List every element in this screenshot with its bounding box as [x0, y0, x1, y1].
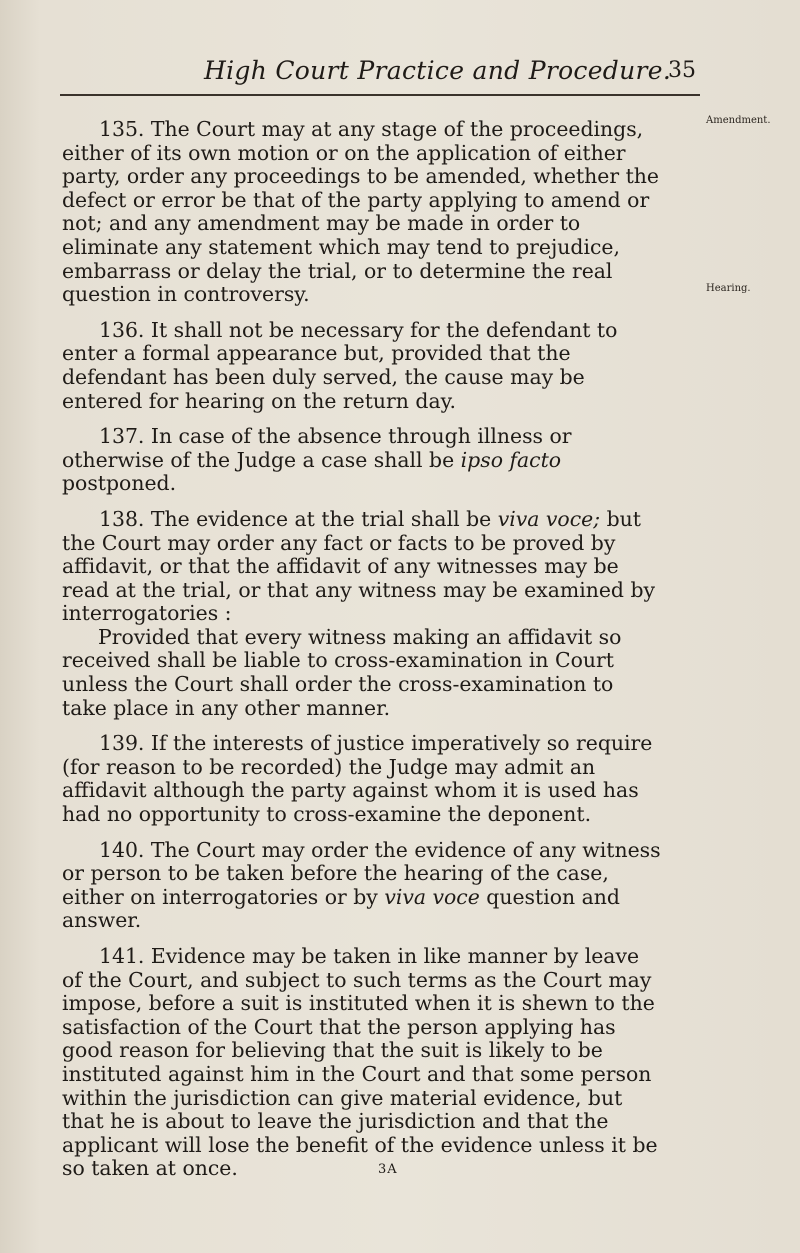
- section-number: 137.: [99, 424, 145, 449]
- section-text: The Court may at any stage of the proceedings, either of its own motion or on the application of either party, order any proceedings to be amended, whether the defect or error be that of the party applying to amend or not; and any amendment may be made in order to eliminate any statement which may tend to prejudice, embarrass or delay the trial, or to determine the real question in controversy.: [62, 117, 659, 307]
- signature-mark: 3A: [378, 1162, 398, 1177]
- section-139: [62, 732, 662, 826]
- section-138: [62, 508, 662, 720]
- section-136: [62, 319, 662, 413]
- section-number: 139.: [99, 731, 145, 756]
- section-number: 135.: [99, 117, 145, 141]
- page-number: 35: [668, 58, 696, 83]
- header-rule: [60, 94, 700, 96]
- page-header: [56, 54, 716, 94]
- italic-phrase: viva voce;: [497, 506, 601, 531]
- section-text: It shall not be necessary for the defendant to enter a formal appearance but, provided that the defendant has been duly served, the cause may be entered for hearing on the return day.: [62, 317, 618, 413]
- section-text-continued: postponed.: [62, 471, 177, 496]
- section-number: 138.: [99, 506, 145, 531]
- section-number: 136.: [99, 317, 145, 342]
- section-text-continued: question and answer.: [62, 884, 620, 933]
- body-text: [62, 118, 662, 1193]
- margin-note-hearing: Hearing.: [706, 283, 751, 294]
- section-number: 140.: [99, 837, 145, 862]
- section-proviso: Provided that every witness making an affidavit so received shall be liable to cross-examination in Court unless the Court shall order the cross-examination to take place in any other manner.: [62, 624, 622, 720]
- section-135: [62, 118, 662, 307]
- section-text: The evidence at the trial shall be: [150, 506, 492, 531]
- section-text: In case of the absence through illness or otherwise of the Judge a case shall be: [62, 424, 572, 472]
- section-137: [62, 425, 662, 496]
- section-text: Evidence may be taken in like manner by leave of the Court, and subject to such terms as the Court may impose, before a suit is instituted when it is shewn to the satisfaction of the Court that the person applying has good reason for believing that the suit is likely to be instituted against him in the Court and that some person within the jurisdiction can give material evidence, but that he is about to leave the jurisdiction and that the applicant will lose the benefit of the evidence unless it be so taken at once.: [62, 944, 658, 1181]
- section-text-continued: but the Court may order any fact or facts to be proved by affidavit, or that the affidavit of any witnesses may be read at the trial, or that any witness may be examined by interrogatories :: [62, 506, 656, 626]
- section-text: The Court may order the evidence of any witness or person to be taken before the hearing of the case, either on interrogatories or by: [62, 837, 661, 909]
- italic-phrase: ipso facto: [460, 447, 562, 472]
- running-title: High Court Practice and Procedure.: [204, 56, 672, 85]
- section-140: [62, 839, 662, 933]
- margin-note-amendment: Amendment.: [706, 115, 771, 126]
- italic-phrase: viva voce: [384, 884, 480, 909]
- section-141: [62, 945, 662, 1181]
- section-number: 141.: [99, 944, 145, 968]
- section-text: If the interests of justice imperatively so require (for reason to be recorded) the Judge may admit an affidavit although the party against whom it is used has had no opportunity to cross-examine the deponent.: [62, 731, 653, 827]
